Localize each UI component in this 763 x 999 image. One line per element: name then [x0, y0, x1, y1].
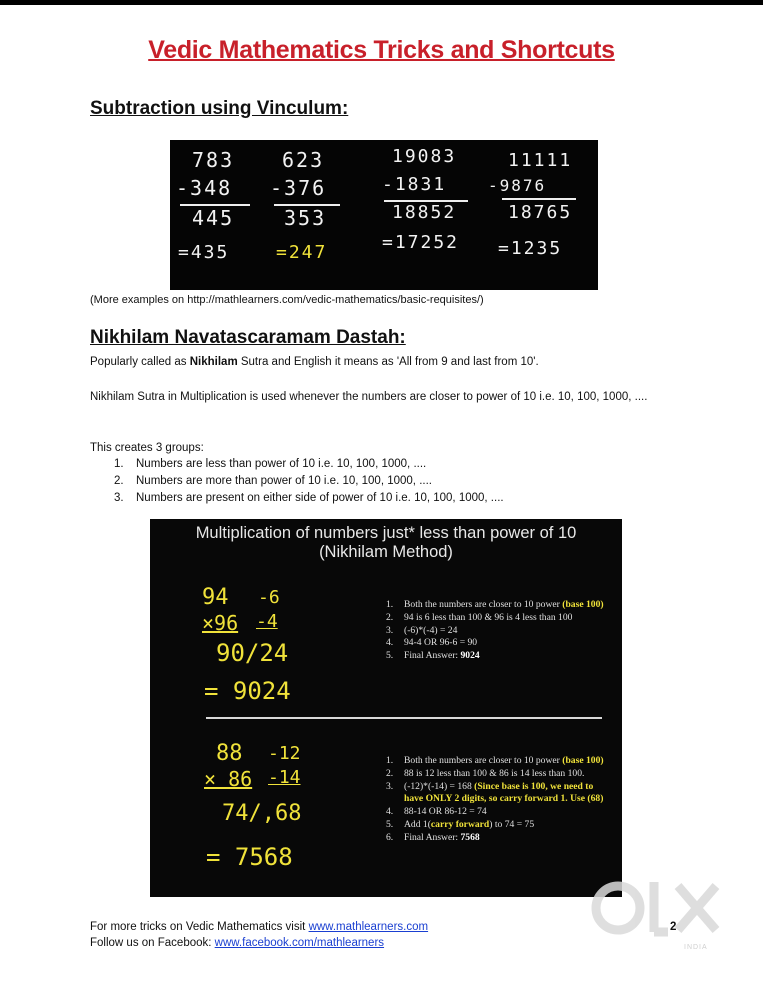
slide-divider [206, 717, 602, 719]
example-top: 19083 [392, 146, 457, 167]
group-item-1 [114, 456, 426, 472]
footer-text: For more tricks on Vedic Mathematics visit [90, 921, 309, 933]
step-text: 88 is 12 less than 100 & 86 is 14 less than 100. [404, 767, 585, 779]
footer-line-2 [90, 937, 384, 949]
olx-watermark-logo [588, 868, 728, 958]
step-number: 2. [386, 767, 394, 779]
step-number: 3. [386, 624, 394, 636]
step-highlight: (Since base is 100, we need to have ONLY 2 digits, so carry forward 1. Use (68) [404, 780, 604, 805]
group-item-3 [114, 490, 504, 506]
step-text: (-12)*(-14) = 168 [404, 780, 475, 792]
ex2-steps [386, 755, 608, 845]
example-vinculum: 18765 [508, 202, 573, 223]
more-examples-note: (More examples on http://mathlearners.com/vedic-mathematics/basic-requisites/) [90, 294, 484, 306]
page-title: Vedic Mathematics Tricks and Shortcuts [148, 36, 615, 64]
ex1-partial: 90/24 [216, 639, 289, 667]
ex2-deficit-b: -14 [268, 767, 301, 788]
step-text: 94 is 6 less than 100 & 96 is 4 less than 100 [404, 611, 573, 623]
step-text: Final Answer: [404, 831, 461, 843]
step-text-end: ) to 74 = 75 [489, 818, 535, 830]
step-text: 94-4 OR 96-6 = 90 [404, 637, 478, 649]
example-top: 783 [192, 148, 235, 172]
step-highlight: (base 100) [562, 599, 604, 610]
olx-india-label: INDIA [684, 944, 708, 951]
ex1-result: = 9024 [204, 677, 291, 705]
step-text: 88-14 OR 86-12 = 74 [404, 806, 487, 818]
ex2-result: = 7568 [206, 843, 293, 871]
step-text: Both the numbers are closer to 10 power [404, 755, 563, 766]
ex1-multiplicand: 94 [202, 585, 229, 610]
section-heading-nikhilam: Nikhilam Navatascaramam Dastah: [90, 327, 406, 348]
example-rule [502, 198, 576, 200]
top-border [0, 0, 763, 5]
ex1-deficit-a: -6 [258, 587, 280, 608]
step-number: 4. [386, 637, 394, 649]
slide-title: Multiplication of numbers just* less than power of 10 [195, 524, 577, 542]
slide-subtitle: (Nikhilam Method) [319, 543, 453, 561]
item-text: Numbers are more than power of 10 i.e. 10, 100, 1000, .... [136, 475, 432, 487]
footer-text: Follow us on Facebook: [90, 937, 215, 949]
item-text: Numbers are present on either side of power of 10 i.e. 10, 100, 1000, .... [136, 492, 504, 504]
example-vinculum: 445 [192, 206, 235, 230]
nikhilam-intro [90, 354, 539, 370]
ex1-multiplier: ×96 [202, 611, 239, 635]
example-result: =247 [276, 242, 328, 263]
ex2-deficit-a: -12 [268, 743, 301, 764]
intro-text-end: Sutra and English it means as 'All from 9 and last from 10'. [237, 356, 539, 368]
example-top: 11111 [508, 150, 573, 171]
step-text: Both the numbers are closer to 10 power [404, 599, 563, 610]
ex2-partial: 74/,68 [222, 801, 302, 826]
example-vinculum: 353 [284, 206, 327, 230]
step-answer: 7568 [460, 831, 480, 843]
step [386, 819, 608, 832]
step-number: 5. [386, 818, 394, 830]
item-number: 2. [114, 475, 124, 487]
facebook-link[interactable]: www.facebook.com/mathlearners [214, 937, 385, 949]
step-number: 1. [386, 755, 394, 766]
example-result: =435 [178, 242, 230, 263]
step-number: 4. [386, 806, 394, 818]
example-result: =1235 [498, 238, 563, 259]
example-subtrahend: -1831 [382, 174, 447, 195]
nikhilam-usage: Nikhilam Sutra in Multiplication is used whenever the numbers are closer to power of 10 i.e. 10, 100, 1000, .... [90, 391, 648, 403]
section-heading-vinculum: Subtraction using Vinculum: [90, 98, 349, 119]
step-number: 6. [386, 831, 394, 843]
item-number: 3. [114, 492, 124, 504]
step-highlight: carry forward [430, 818, 490, 830]
step-highlight: (base 100) [562, 755, 604, 766]
step [386, 599, 608, 612]
example-subtrahend: -348 [176, 176, 233, 200]
example-result: =17252 [382, 232, 460, 253]
vinculum-chalkboard [170, 140, 598, 290]
footer-line-1 [90, 921, 428, 933]
intro-bold: Nikhilam [189, 356, 238, 368]
step-answer: 9024 [460, 650, 480, 662]
groups-intro: This creates 3 groups: [90, 442, 204, 454]
ex2-multiplier: × 86 [204, 767, 253, 791]
step-number: 1. [386, 599, 394, 610]
step [386, 781, 608, 807]
example-subtrahend: -376 [270, 176, 327, 200]
example-subtrahend: -9876 [488, 176, 547, 195]
group-item-2 [114, 473, 432, 489]
intro-text: Popularly called as [90, 356, 190, 368]
ex2-multiplicand: 88 [216, 741, 243, 766]
example-vinculum: 18852 [392, 202, 457, 223]
step-number: 5. [386, 650, 394, 662]
step [386, 755, 608, 768]
step-number: 2. [386, 611, 394, 623]
step-text: Final Answer: [404, 650, 461, 662]
step-text: Add 1( [404, 818, 431, 830]
step [386, 612, 608, 625]
page-number: 2 [670, 921, 677, 933]
step-number: 3. [386, 780, 394, 792]
item-text: Numbers are less than power of 10 i.e. 10, 100, 1000, .... [136, 458, 427, 470]
nikhilam-slide [150, 519, 622, 897]
step [386, 806, 608, 819]
step [386, 625, 608, 638]
ex1-deficit-b: -4 [256, 611, 278, 632]
step [386, 637, 608, 650]
example-top: 623 [282, 148, 325, 172]
step [386, 832, 608, 845]
mathlearners-link[interactable]: www.mathlearners.com [308, 921, 429, 933]
item-number: 1. [114, 458, 124, 470]
step [386, 768, 608, 781]
step-text: (-6)*(-4) = 24 [404, 624, 458, 636]
step [386, 650, 608, 663]
ex1-steps [386, 599, 608, 663]
